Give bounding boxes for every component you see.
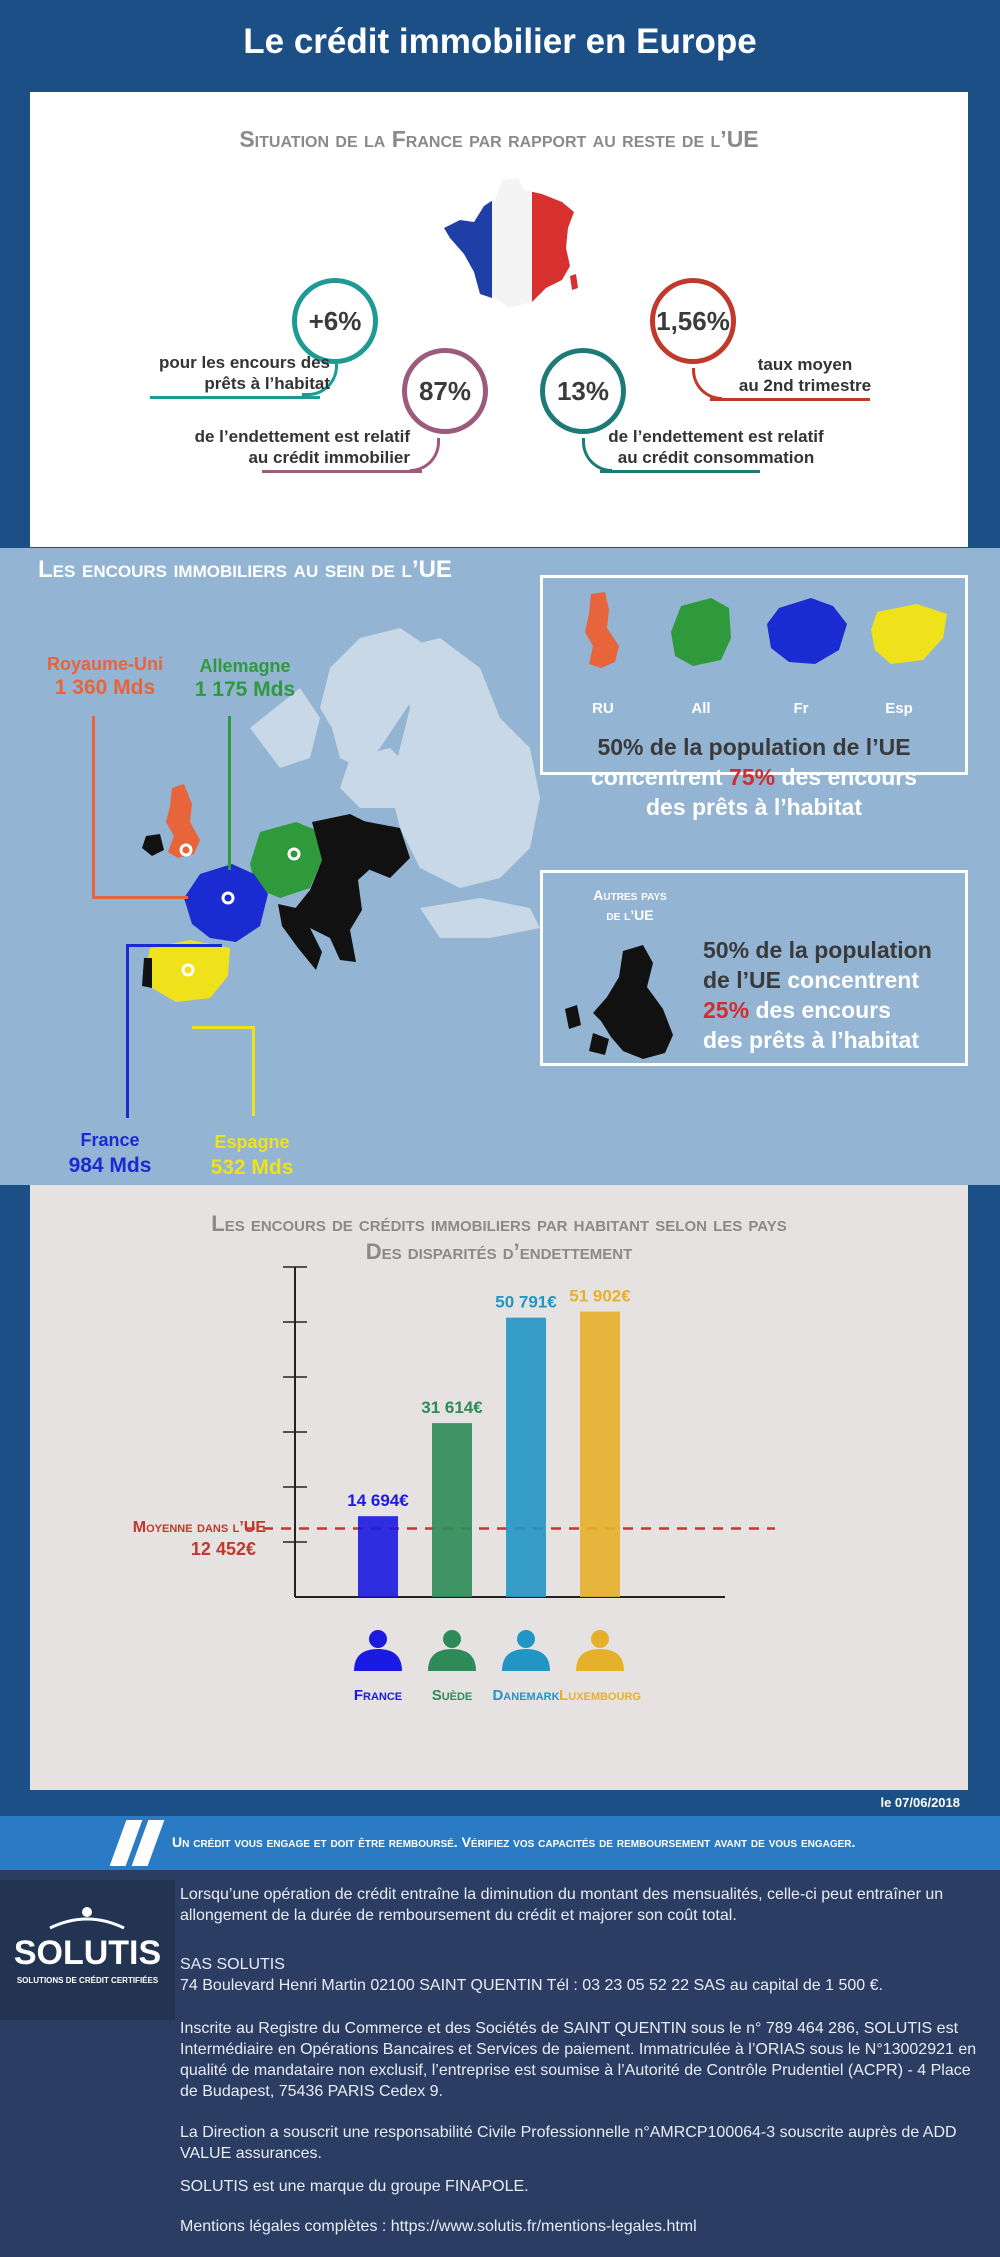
mini-map-label-fr: Fr [793,700,809,717]
category-label: Luxembourg [559,1687,641,1704]
stat-encours-underline [150,396,320,399]
stat-conso-ring [540,348,626,434]
legal-p4: Inscrite au Registre du Commerce et des Sociétés de SAINT QUENTIN sous le n° 789 464 286, SOLUTIS est Intermédiaire en Opérations Bancaires et Services de paiement. Immatriculée à l’ORIAS sous le N°13002921 en qualité de mandataire non exclusif, l’entreprise est soumise à l’Autorité de Contrôle Prudentiel (ACPR) - 4 Place de Budapest, 75436 PARIS Cedex 9. [180,2020,977,2100]
big4-box [540,575,968,820]
bar-france [358,1516,398,1597]
solutis-logo [0,1880,175,2020]
stat-conso-underline [600,470,760,473]
other-eu-map [553,943,723,1063]
stat-taux-label-l1: taux moyen [757,355,853,374]
stat-taux-connector [692,368,722,400]
other-eu-line4: des prêts à l’habitat [703,1027,920,1053]
logo-swoosh-icon [42,1906,132,1932]
es-leader-line [252,1026,255,1116]
legal-p5: La Direction a souscrit une responsabilité Civile Professionnelle n°AMRCP100064-3 souscrite auprès de ADD VALUE assurances. [180,2124,957,2162]
stat-immo-label [160,426,410,468]
logo-tagline: SOLUTIONS DE CRÉDIT CERTIFIÉES [16,1976,159,1985]
bar-value-label: 14 694€ [347,1491,409,1511]
stat-encours-label-l1: pour les encours des [159,353,330,372]
stat-immo-underline [262,470,422,473]
person-icon [369,1630,387,1648]
other-eu-statement [703,935,973,1055]
legal-p2: SAS SOLUTIS [180,1956,285,1973]
category-label: Danemark [492,1687,560,1704]
stat-taux-label-l2: au 2nd trimestre [738,376,872,395]
avg-label: Moyenne dans l’UE [132,1519,266,1536]
stat-immo-label-l1: de l’endettement est relatif [194,427,410,446]
mini-map-label-all: All [691,700,711,717]
chart-panel [30,1185,968,1790]
uk-leader-line-h [92,896,188,899]
other-eu-line3a: 25% [703,997,750,1023]
eu-section-title: Les encours immobiliers au sein de l’UE [38,556,452,583]
fr-leader-line-h [126,944,222,947]
legal-p6: SOLUTIS est une marque du groupe FINAPOLE. [180,2178,529,2195]
big4-line2c: des encours [781,764,917,790]
mini-map-label-esp: Esp [885,700,913,717]
person-icon-body [354,1649,402,1671]
other-eu-line2b: concentrent [787,967,919,993]
stat-encours-label-l2: prêts à l’habitat [204,374,330,393]
stat-taux-underline [710,398,870,401]
other-eu-caption-l2: de l’UE [606,907,654,923]
bar-value-label: 51 902€ [569,1286,631,1306]
eu-encours-panel [0,548,1000,1185]
bar-value-label: 50 791€ [495,1292,557,1312]
stat-taux-ring [650,278,736,364]
category-label: France [353,1687,403,1704]
es-value: 532 Mds [210,1156,294,1179]
logo-name: SOLUTIS [13,1934,162,1972]
avg-value: 12 452€ [190,1539,256,1559]
person-icon [517,1630,535,1648]
chart-title: Les encours de crédits immobiliers par habitant selon les pays [211,1211,787,1236]
de-name: Allemagne [199,656,291,676]
person-icon-body [428,1649,476,1671]
stat-immo-label-l2: au crédit immobilier [248,448,410,467]
other-eu-box [540,870,968,1066]
legal-area [0,1870,1000,2257]
big4-line3: des prêts à l’habitat [645,794,862,820]
de-value: 1 175 Mds [194,678,296,701]
chart-subtitle: Des disparités d’endettement [365,1239,633,1264]
big4-statement [543,732,965,822]
uk-value: 1 360 Mds [54,676,156,699]
stat-conso-label-l1: de l’endettement est relatif [608,427,824,446]
legal-p7: Mentions légales complètes : https://www.solutis.fr/mentions-legales.html [180,2218,697,2235]
france-section-title: Situation de la France par rapport au reste de l’UE [239,126,759,152]
warning-text: Un crédit vous engage et doit être remboursé. Vérifiez vos capacités de remboursement avant de vous engager. [172,1834,856,1850]
fr-name: France [80,1130,140,1150]
bar-luxembourg [580,1312,620,1597]
page-title: Le crédit immobilier en Europe [243,22,757,61]
warning-band [0,1816,1000,1870]
stat-immo-ring [402,348,488,434]
person-icon [591,1630,609,1648]
stat-encours-label [130,352,330,394]
stat-immo-connector [410,438,440,472]
legal-p3: 74 Boulevard Henri Martin 02100 SAINT QUENTIN Tél : 03 23 05 52 22 SAS au capital de 1 500 €. [180,1977,883,1994]
legal-p1: Lorsqu’une opération de crédit entraîne la diminution du montant des mensualités, celle-ci peut entraîner un allongement de la durée de remboursement du crédit et majorer son coût total. [180,1886,944,1924]
other-eu-line3b: des encours [755,997,891,1023]
fr-value: 984 Mds [68,1154,152,1177]
person-icon-body [502,1649,550,1671]
stat-conso-label [586,426,846,468]
bar-danemark [506,1318,546,1597]
other-eu-caption [565,885,695,925]
other-eu-line1: 50% de la population [703,937,932,963]
stat-conso-value: 13% [556,375,610,406]
de-leader-line [228,716,231,870]
category-label: Suède [431,1687,473,1704]
stat-taux-label [720,354,890,396]
stat-taux-value: 1,56% [656,305,730,336]
other-eu-caption-l1: Autres pays [593,887,667,903]
france-situation-panel [30,92,968,547]
stat-encours-value: +6% [308,305,362,336]
big4-line1: 50% de la population de l’UE [597,734,911,760]
big4-line2a: concentrent [591,764,723,790]
france-flag-map [440,176,590,316]
other-eu-line2a: de l’UE [703,967,781,993]
uk-name: Royaume-Uni [46,654,163,674]
fr-leader-line [126,944,129,1118]
mini-map-label-ru: RU [592,700,614,717]
bar-value-label: 31 614€ [421,1398,483,1418]
date-stamp: le 07/06/2018 [880,1795,960,1810]
es-leader-line-h [192,1026,254,1029]
big4-mini-maps [571,588,951,678]
bar-chart [30,1185,968,1790]
uk-leader-line [92,716,95,898]
stat-conso-label-l2: au crédit consommation [617,448,815,467]
big4-line2b: 75% [729,764,776,790]
person-icon-body [576,1649,624,1671]
es-name: Espagne [214,1132,290,1152]
stat-immo-value: 87% [418,375,472,406]
person-icon [443,1630,461,1648]
bar-suède [432,1423,472,1597]
